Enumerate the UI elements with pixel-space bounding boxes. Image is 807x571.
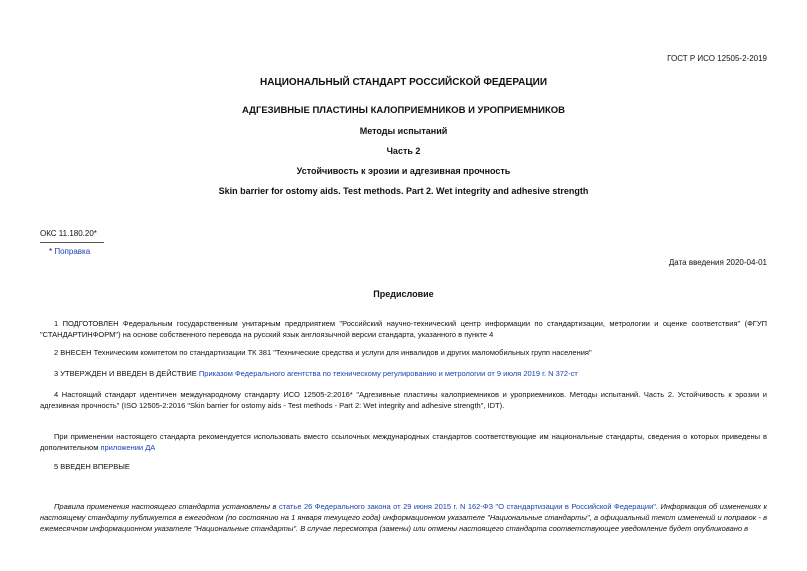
preface-item-1-text: 1 ПОДГОТОВЛЕН Федеральным государственным унитарным предприятием "Российский научно-технический центр информации по стандартизации, метрологии и оценке соответствия" (ФГУП "СТАНДАРТИНФОРМ") на основе собственного перевода на русский язык англоязычной версии стандарта, указанного в пункте 4 <box>40 319 767 339</box>
footnote-mark: * <box>49 247 53 256</box>
preface-item-4-text: 4 Настоящий стандарт идентичен международному стандарту ИСО 12505-2:2016* "Адгезивные пластины калоприемников и уроприемников. Методы испытаний. Часть 2. Устойчивость к эрозии и адгезивная прочность" (ISO 12505-2:2016 "Skin barrier for ostomy aids - Test methods - Part 2: Wet integrity and adhesive strength", IDT). <box>40 390 767 410</box>
application-rules <box>40 501 767 534</box>
preface-item-2 <box>40 347 767 358</box>
national-standard-heading: НАЦИОНАЛЬНЫЙ СТАНДАРТ РОССИЙСКОЙ ФЕДЕРАЦИИ <box>259 77 548 88</box>
footnote <box>49 246 90 257</box>
subtitle: Устойчивость к эрозии и адгезивная прочность <box>296 166 511 176</box>
preface-item-4 <box>40 389 767 411</box>
preface-item-5-text: 5 ВВЕДЕН ВПЕРВЫЕ <box>54 462 130 471</box>
preface-item-2-text: 2 ВНЕСЕН Техническим комитетом по стандартизации ТК 381 "Технические средства и услуги для инвалидов и других маломобильных групп населения" <box>54 348 592 357</box>
preface-item-3-text: 3 УТВЕРЖДЕН И ВВЕДЕН В ДЕЙСТВИЕ <box>54 369 199 378</box>
oks-code: ОКС 11.180.20* <box>40 229 97 238</box>
appendix-link[interactable]: приложении ДА <box>100 443 156 452</box>
federal-law-link[interactable]: статье 26 Федерального закона от 29 июня 2015 г. N 162-ФЗ "О стандартизации в Российской Федерации" <box>278 502 656 511</box>
document-main-title: АДГЕЗИВНЫЕ ПЛАСТИНЫ КАЛОПРИЕМНИКОВ И УРОПРИЕМНИКОВ <box>241 105 566 116</box>
preface-item-1 <box>40 318 767 340</box>
application-rules-text-1: Правила применения настоящего стандарта установлены в <box>54 502 279 511</box>
footnote-divider <box>40 242 104 243</box>
preface-heading: Предисловие <box>373 289 434 299</box>
preface-item-5 <box>40 461 767 472</box>
usage-note-text: При применении настоящего стандарта рекомендуется использовать вместо ссылочных международных стандартов соответствующие им национальные стандарты, сведения о которых приведены в дополнительном <box>40 432 767 452</box>
correction-link[interactable]: Поправка <box>54 247 91 256</box>
english-title: Skin barrier for ostomy aids. Test methods. Part 2. Wet integrity and adhesive strength <box>218 186 589 196</box>
part-title: Часть 2 <box>386 146 421 156</box>
preface-item-3 <box>40 368 767 379</box>
introduction-date: Дата введения 2020-04-01 <box>668 258 767 267</box>
order-link[interactable]: Приказом Федерального агентства по техническому регулированию и метрологии от 9 июля 2019 г. N 372-ст <box>198 369 578 378</box>
document-code: ГОСТ Р ИСО 12505-2-2019 <box>667 54 767 63</box>
application-rules-text-2: . Информация об изменениях к настоящему стандарту публикуется в ежегодном (по состоянию на 1 января текущего года) информационном указателе "Национальные стандарты", а официальный текст изменений и поправок - в ежемесячном информационном указателе "Национальные стандарты". В случае пересмотра (замены) или отмены настоящего стандарта соответствующее уведомление будет опубликовано в <box>40 502 768 533</box>
methods-title: Методы испытаний <box>359 126 448 136</box>
usage-note <box>40 431 767 453</box>
